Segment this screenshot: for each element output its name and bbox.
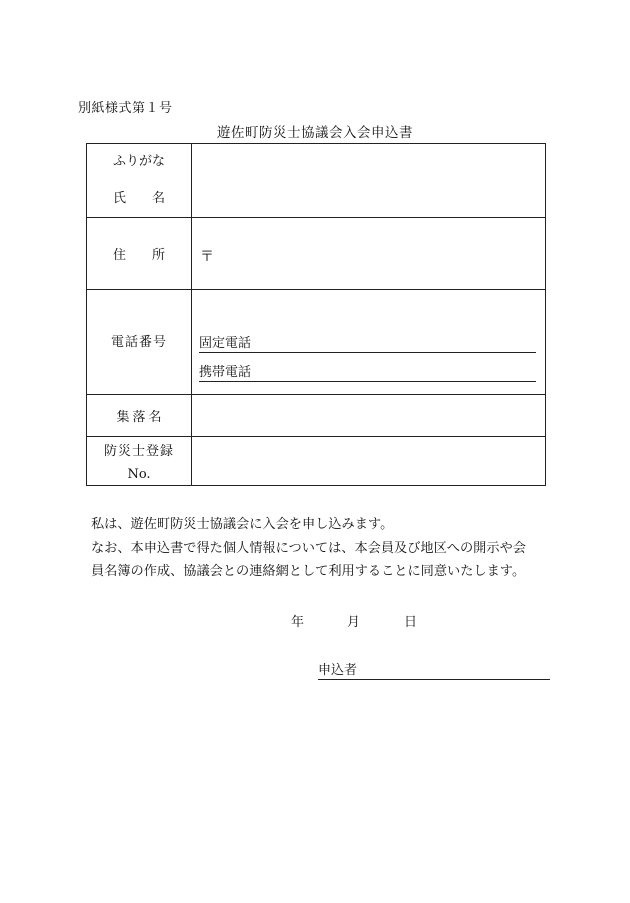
registration-label-cell xyxy=(87,437,192,486)
registration-number-label: No. xyxy=(127,467,151,482)
landline-label: 固定電話 xyxy=(199,336,252,351)
statement-line-3: 員名簿の作成、協議会との連絡網として利用することに同意いたします。 xyxy=(91,564,526,579)
phone-row xyxy=(87,290,546,395)
address-label-cell xyxy=(87,218,192,290)
name-field[interactable] xyxy=(192,144,546,218)
mobile-line[interactable] xyxy=(199,361,536,382)
consent-statement xyxy=(91,513,611,584)
landline-line[interactable] xyxy=(199,332,536,353)
address-row xyxy=(87,218,546,290)
village-label: 集落名 xyxy=(116,410,165,425)
registration-row xyxy=(87,437,546,486)
date-day-label: 日 xyxy=(404,615,418,630)
village-label-cell xyxy=(87,395,192,437)
village-row xyxy=(87,395,546,437)
address-label: 住所 xyxy=(113,248,192,263)
name-label-cell xyxy=(87,144,192,218)
form-number: 別紙様式第１号 xyxy=(78,101,173,116)
statement-line-2: なお、本申込書で得た個人情報については、本会員及び地区への開示や会 xyxy=(91,540,526,556)
furigana-label: ふりがな xyxy=(112,153,165,169)
phone-field[interactable] xyxy=(192,290,546,395)
application-form-table xyxy=(86,143,546,486)
registration-label: 防災士登録 xyxy=(103,444,174,459)
statement-line-1: 私は、遊佐町防災士協議会に入会を申し込みます。 xyxy=(91,517,394,532)
registration-field[interactable] xyxy=(192,437,546,486)
applicant-signature-line[interactable] xyxy=(318,659,550,680)
phone-label-cell xyxy=(87,290,192,395)
document-title: 遊佐町防災士協議会入会申込書 xyxy=(217,125,413,141)
address-field[interactable] xyxy=(192,218,546,290)
name-label: 氏名 xyxy=(113,190,192,206)
name-row xyxy=(87,144,546,218)
date-month-label: 月 xyxy=(347,615,361,630)
date-year-label: 年 xyxy=(291,615,305,630)
village-field[interactable] xyxy=(192,395,546,437)
postal-mark: 〒 xyxy=(200,248,214,265)
mobile-label: 携帯電話 xyxy=(199,365,252,380)
phone-label: 電話番号 xyxy=(110,334,167,350)
applicant-label: 申込者 xyxy=(318,663,358,678)
